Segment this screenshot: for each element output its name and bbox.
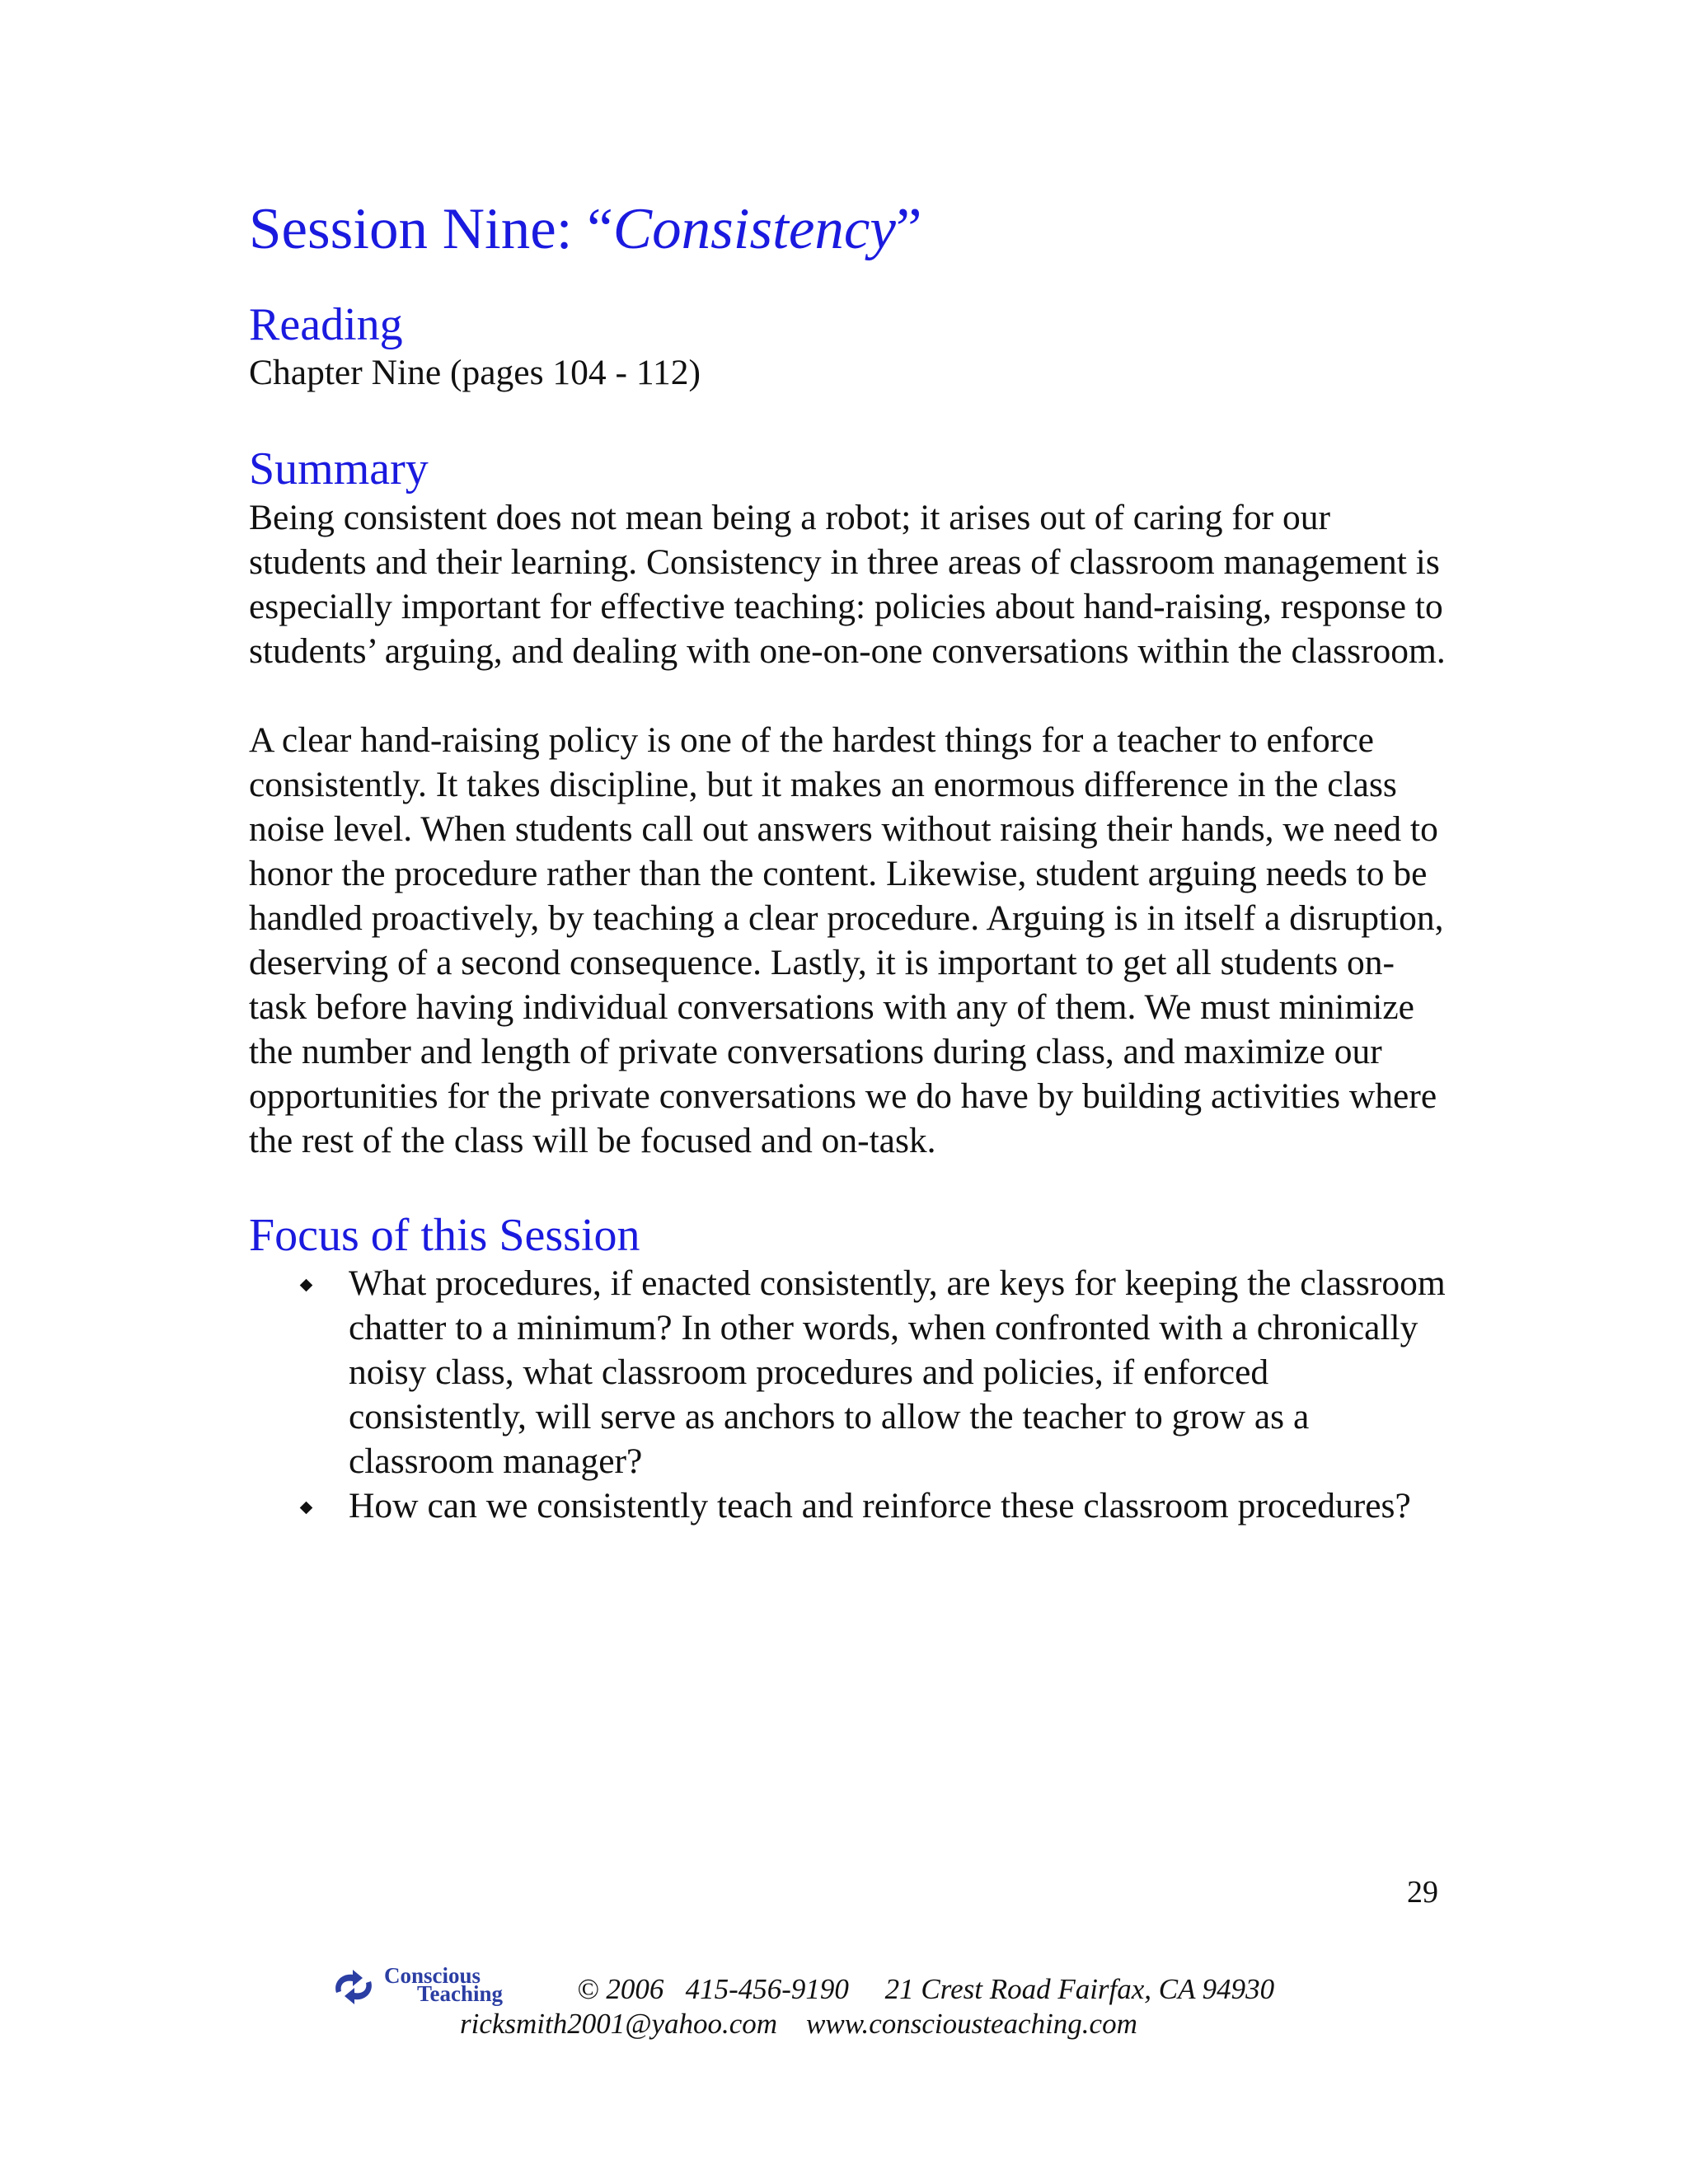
summary-section — [249, 444, 1452, 1163]
reading-heading: Reading — [249, 298, 403, 350]
reading-section — [249, 300, 1452, 396]
summary-heading: Summary — [249, 443, 429, 495]
diamond-bullet-icon — [300, 1502, 313, 1515]
page-number: 29 — [1407, 1875, 1438, 1910]
logo-text-bottom: Teaching — [417, 1981, 504, 2006]
focus-bullet-item — [298, 1261, 1452, 1483]
summary-paragraph: Being consistent does not mean being a robot; it arises out of caring for our students and their learning. Consistency in three areas of classroom management is especially important for effective teaching: policies about hand-raising, response to students’ arguing, and dealing with one-on-one conversations within the classroom. — [249, 497, 1446, 671]
reading-text: Chapter Nine (pages 104 - 112) — [249, 353, 701, 393]
diamond-bullet-icon — [300, 1279, 313, 1292]
focus-bullet-list — [249, 1261, 1452, 1528]
page-title — [249, 196, 1452, 264]
focus-bullet-text: How can we consistently teach and reinforce these classroom procedures? — [349, 1486, 1411, 1526]
title-prefix: Session Nine: “ — [249, 197, 613, 261]
focus-section — [249, 1211, 1452, 1529]
document-content — [249, 196, 1452, 1528]
focus-heading: Focus of this Session — [249, 1209, 640, 1261]
focus-bullet-text: What procedures, if enacted consistently, are keys for keeping the classroom chatter to a minimum? In other words, when confronted with a chronically noisy class, what classroom procedures and policies, if enforced consistently, will serve as anchors to allow the teacher to grow as a classroom manager? — [349, 1263, 1446, 1482]
page-footer — [330, 1961, 1401, 2052]
logo-text-top: Conscious — [384, 1963, 481, 1988]
footer-web-line: ricksmith2001@yahoo.com www.consciousteaching.com — [460, 2008, 1137, 2040]
focus-bullet-item — [298, 1483, 1452, 1528]
circular-arrows-icon — [330, 1968, 377, 2006]
summary-paragraph: A clear hand-raising policy is one of the hardest things for a teacher to enforce consistently. It takes discipline, but it makes an enormous difference in the class noise level. When students call out answers without raising their hands, we need to honor the procedure rather than the content. Likewise, student arguing needs to be handled proactively, by teaching a clear procedure. Arguing is in itself a disruption, deserving of a second consequence. Lastly, it is important to get all students on-task before having individual conversations with any of them. We must minimize the number and length of private conversations during class, and maximize our opportunities for the private conversations we do have by building activities where the rest of the class will be focused and on-task. — [249, 719, 1444, 1160]
title-suffix: ” — [895, 197, 922, 261]
title-emphasis: Consistency — [612, 197, 896, 261]
footer-contact-line: © 2006 415-456-9190 21 Crest Road Fairfax, CA 94930 — [577, 1973, 1275, 2005]
